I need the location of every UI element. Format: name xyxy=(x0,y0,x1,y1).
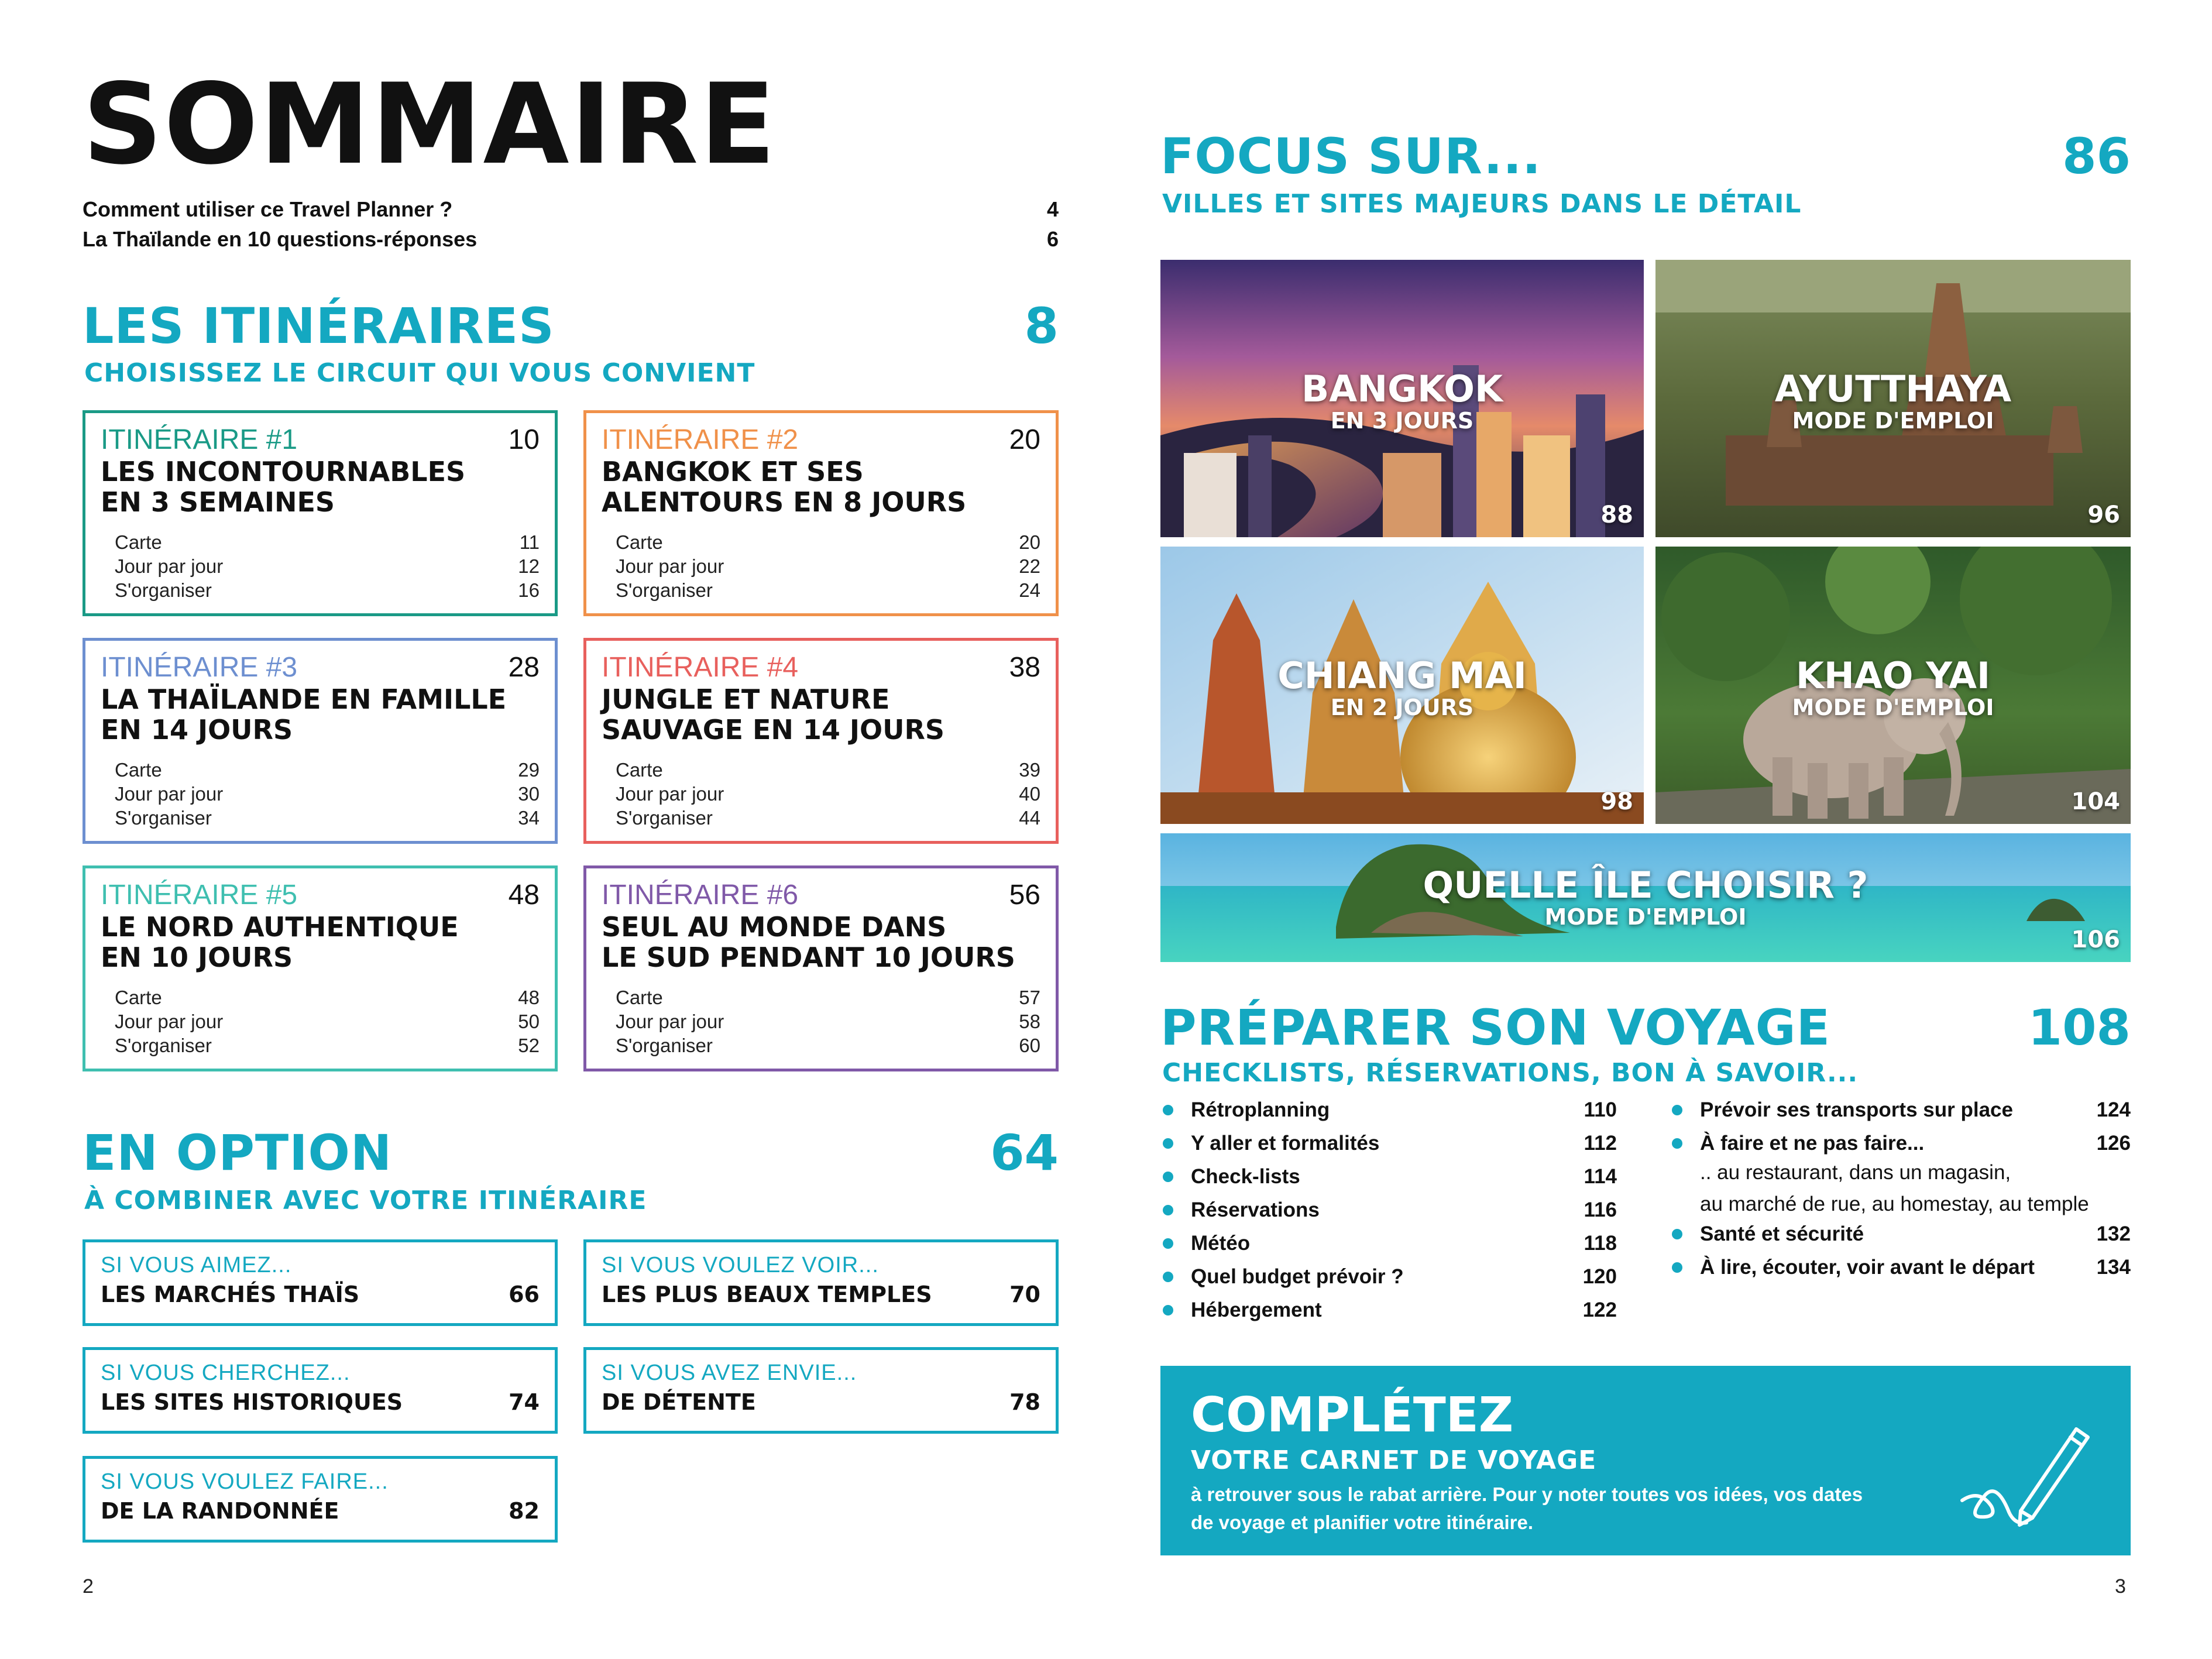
itinerary-sections xyxy=(115,530,540,602)
option-card[interactable] xyxy=(83,1239,558,1326)
intro-row[interactable] xyxy=(83,225,1059,254)
itinerary-title xyxy=(101,912,545,973)
itinerary-title xyxy=(101,684,545,745)
tile-title: AYUTTHAYA xyxy=(1774,367,2012,410)
itinerary-title-line: JUNGLE ET NATURE xyxy=(602,683,890,715)
itinerary-label: ITINÉRAIRE #5 xyxy=(101,880,298,911)
tile-iles[interactable] xyxy=(1160,833,2131,962)
checklist-item[interactable] xyxy=(1672,1221,2131,1248)
section-label: Jour par jour xyxy=(115,783,224,805)
checklist-label: Santé et sécurité xyxy=(1700,1222,1864,1245)
checklist-page: 126 xyxy=(2096,1132,2131,1155)
itinerary-card[interactable] xyxy=(83,410,558,616)
section-page: 58 xyxy=(1019,1011,1040,1032)
itinerary-title-line: EN 3 SEMAINES xyxy=(101,486,335,518)
tile-page: 106 xyxy=(2071,926,2120,953)
checklist-page: 134 xyxy=(2096,1256,2131,1279)
tile-title: KHAO YAI xyxy=(1795,654,1991,697)
itinerary-section-row[interactable] xyxy=(115,578,540,602)
checklist-page: 132 xyxy=(2096,1222,2131,1245)
checklist-item[interactable] xyxy=(1163,1097,1617,1124)
continuation-text: .. au restaurant, dans un magasin, xyxy=(1700,1161,2011,1184)
checklist-label: Y aller et formalités xyxy=(1191,1132,1380,1155)
section-label: Carte xyxy=(115,987,162,1008)
itinerary-section-row[interactable] xyxy=(616,806,1040,830)
itinerary-label: ITINÉRAIRE #3 xyxy=(101,652,298,683)
itinerary-title-line: LA THAÏLANDE EN FAMILLE xyxy=(101,683,507,715)
itinerary-title-line: BANGKOK ET SES xyxy=(602,456,864,487)
section-page: 29 xyxy=(518,759,540,781)
focus-subtitle: VILLES ET SITES MAJEURS DANS LE DÉTAIL xyxy=(1162,189,1802,219)
checklist-page: 114 xyxy=(1584,1165,1617,1188)
tile-khao-yai[interactable] xyxy=(1655,547,2131,824)
checklist-page: 112 xyxy=(1584,1132,1617,1155)
option-title: LES PLUS BEAUX TEMPLES xyxy=(602,1282,932,1307)
tile-title: BANGKOK xyxy=(1301,367,1503,410)
section-page: 30 xyxy=(518,783,540,805)
bullet-icon xyxy=(1672,1105,1682,1115)
itinerary-section-row[interactable] xyxy=(616,578,1040,602)
itinerary-card[interactable] xyxy=(83,865,558,1071)
itinerary-title-line: SEUL AU MONDE DANS xyxy=(602,911,947,943)
itinerary-page: 28 xyxy=(508,652,540,683)
options-page: 64 xyxy=(990,1124,1059,1181)
page-number-left: 2 xyxy=(83,1575,94,1598)
section-page: 16 xyxy=(518,579,540,601)
itinerary-title-line: EN 10 JOURS xyxy=(101,942,293,973)
itinerary-section-row[interactable] xyxy=(616,530,1040,554)
itinerary-section-row[interactable] xyxy=(115,758,540,782)
itineraires-title: LES ITINÉRAIRES xyxy=(83,297,555,355)
focus-title: FOCUS SUR... xyxy=(1160,128,1542,185)
pen-icon xyxy=(1956,1424,2097,1536)
option-label: SI VOUS VOULEZ VOIR... xyxy=(602,1253,879,1277)
itinerary-sections xyxy=(616,758,1040,830)
section-page: 22 xyxy=(1019,555,1040,577)
tile-title: QUELLE ÎLE CHOISIR ? xyxy=(1423,864,1868,906)
intro-label: La Thaïlande en 10 questions-réponses xyxy=(83,227,478,251)
tile-chiang-mai[interactable] xyxy=(1160,547,1644,824)
itinerary-card[interactable] xyxy=(583,865,1059,1071)
itinerary-page: 20 xyxy=(1009,424,1040,455)
section-label: S'organiser xyxy=(115,807,212,829)
section-label: S'organiser xyxy=(115,1035,212,1056)
itinerary-section-row[interactable] xyxy=(115,1009,540,1033)
itinerary-title-line: LE NORD AUTHENTIQUE xyxy=(101,911,459,943)
itinerary-label: ITINÉRAIRE #6 xyxy=(602,880,799,911)
checklist-page: 116 xyxy=(1584,1198,1617,1221)
continuation-text: au marché de rue, au homestay, au temple xyxy=(1700,1193,2089,1215)
checklist-item[interactable] xyxy=(1672,1097,2131,1124)
bullet-icon xyxy=(1163,1172,1173,1182)
itinerary-sections xyxy=(115,985,540,1057)
option-title: DE LA RANDONNÉE xyxy=(101,1498,339,1524)
itinerary-section-row[interactable] xyxy=(616,1033,1040,1057)
section-page: 24 xyxy=(1019,579,1040,601)
section-label: Carte xyxy=(616,987,663,1008)
checklist-label: Réservations xyxy=(1191,1198,1320,1221)
section-page: 44 xyxy=(1019,807,1040,829)
itinerary-card[interactable] xyxy=(583,410,1059,616)
cta-title: COMPLÉTEZ xyxy=(1191,1387,1514,1443)
checklist-label: Check-lists xyxy=(1191,1165,1300,1188)
option-title: DE DÉTENTE xyxy=(602,1389,756,1415)
checklist-item[interactable] xyxy=(1163,1197,1617,1224)
section-page: 48 xyxy=(518,987,540,1008)
checklist-item[interactable] xyxy=(1163,1297,1617,1324)
option-label: SI VOUS AIMEZ... xyxy=(101,1253,292,1277)
intro-row[interactable] xyxy=(83,195,1059,224)
itinerary-title-line: LE SUD PENDANT 10 JOURS xyxy=(602,942,1015,973)
itinerary-section-row[interactable] xyxy=(115,806,540,830)
checklist-item[interactable] xyxy=(1163,1163,1617,1190)
itinerary-section-row[interactable] xyxy=(616,985,1040,1009)
checklist-page: 110 xyxy=(1584,1098,1617,1121)
itinerary-section-row[interactable] xyxy=(115,554,540,578)
cta-subtitle: VOTRE CARNET DE VOYAGE xyxy=(1191,1445,1597,1475)
bullet-icon xyxy=(1163,1105,1173,1115)
itinerary-title-line: EN 14 JOURS xyxy=(101,714,293,746)
checklist-label: À faire et ne pas faire... xyxy=(1700,1132,1925,1155)
tile-page: 104 xyxy=(2071,788,2120,815)
section-page: 11 xyxy=(519,531,540,553)
tile-title: CHIANG MAI xyxy=(1277,654,1527,697)
option-card[interactable] xyxy=(583,1347,1059,1434)
tile-page: 88 xyxy=(1600,502,1633,528)
option-page: 66 xyxy=(509,1282,540,1307)
bullet-icon xyxy=(1163,1238,1173,1249)
checklist-label: Météo xyxy=(1191,1232,1251,1255)
checklist-label: À lire, écouter, voir avant le départ xyxy=(1700,1256,2035,1279)
itinerary-section-row[interactable] xyxy=(115,1033,540,1057)
section-page: 20 xyxy=(1019,531,1040,553)
itinerary-section-row[interactable] xyxy=(616,1009,1040,1033)
section-label: S'organiser xyxy=(616,579,713,601)
section-page: 12 xyxy=(518,555,540,577)
bullet-icon xyxy=(1163,1272,1173,1282)
itinerary-sections xyxy=(616,530,1040,602)
itineraires-subtitle: CHOISISSEZ LE CIRCUIT QUI VOUS CONVIENT xyxy=(84,358,755,388)
checklist-label: Quel budget prévoir ? xyxy=(1191,1265,1404,1288)
section-label: S'organiser xyxy=(616,807,713,829)
section-page: 40 xyxy=(1019,783,1040,805)
itinerary-label: ITINÉRAIRE #1 xyxy=(101,424,298,455)
intro-page: 4 xyxy=(1046,197,1059,221)
itinerary-card[interactable] xyxy=(583,638,1059,844)
tile-subtitle: MODE D'EMPLOI xyxy=(1792,408,1994,434)
option-page: 82 xyxy=(509,1498,540,1524)
tile-page: 96 xyxy=(2087,502,2120,528)
checklist-item[interactable] xyxy=(1672,1254,2131,1281)
section-label: Carte xyxy=(115,759,162,781)
checklist-item[interactable] xyxy=(1672,1130,2131,1157)
tile-subtitle: EN 2 JOURS xyxy=(1330,695,1474,720)
itinerary-title-line: LES INCONTOURNABLES xyxy=(101,456,466,487)
section-label: Jour par jour xyxy=(115,1011,224,1032)
focus-page: 86 xyxy=(2062,128,2131,185)
section-label: Jour par jour xyxy=(616,783,724,805)
itinerary-section-row[interactable] xyxy=(616,758,1040,782)
checklist-label: Prévoir ses transports sur place xyxy=(1700,1098,2013,1121)
itinerary-card[interactable] xyxy=(83,638,558,844)
section-page: 60 xyxy=(1019,1035,1040,1056)
preparer-page: 108 xyxy=(2028,999,2131,1056)
section-label: Jour par jour xyxy=(115,555,224,577)
itineraires-page: 8 xyxy=(1024,297,1059,355)
section-page: 52 xyxy=(518,1035,540,1056)
itinerary-section-row[interactable] xyxy=(115,530,540,554)
checklist-page: 124 xyxy=(2096,1098,2131,1121)
option-label: SI VOUS CHERCHEZ... xyxy=(101,1361,351,1385)
section-label: Jour par jour xyxy=(616,1011,724,1032)
section-label: Jour par jour xyxy=(616,555,724,577)
section-label: Carte xyxy=(115,531,162,553)
checklist-item[interactable] xyxy=(1163,1130,1617,1157)
itinerary-title xyxy=(101,456,545,517)
bullet-icon xyxy=(1163,1138,1173,1149)
option-card[interactable] xyxy=(83,1456,558,1543)
itinerary-page: 48 xyxy=(508,880,540,911)
itinerary-title xyxy=(602,912,1046,973)
option-label: SI VOUS AVEZ ENVIE... xyxy=(602,1361,857,1385)
option-card[interactable] xyxy=(583,1239,1059,1326)
checklist-item[interactable] xyxy=(1163,1263,1617,1290)
bullet-icon xyxy=(1163,1205,1173,1215)
section-label: S'organiser xyxy=(115,579,212,601)
checklist-page: 120 xyxy=(1582,1265,1617,1288)
intro-label: Comment utiliser ce Travel Planner ? xyxy=(83,197,453,221)
itinerary-title xyxy=(602,456,1046,517)
option-page: 70 xyxy=(1009,1282,1040,1307)
tile-subtitle: EN 3 JOURS xyxy=(1330,408,1474,434)
checklist-page: 122 xyxy=(1582,1299,1617,1321)
tile-subtitle: MODE D'EMPLOI xyxy=(1544,904,1747,930)
bullet-icon xyxy=(1672,1229,1682,1239)
itinerary-title-line: ALENTOURS EN 8 JOURS xyxy=(602,486,967,518)
itinerary-page: 38 xyxy=(1009,652,1040,683)
tile-bangkok[interactable] xyxy=(1160,260,1644,537)
carnet-banner[interactable] xyxy=(1160,1366,2131,1555)
page-number-right: 3 xyxy=(2115,1575,2126,1598)
itinerary-section-row[interactable] xyxy=(616,782,1040,806)
itinerary-section-row[interactable] xyxy=(115,782,540,806)
itinerary-section-row[interactable] xyxy=(616,554,1040,578)
option-title: LES SITES HISTORIQUES xyxy=(101,1389,403,1415)
options-title: EN OPTION xyxy=(83,1124,393,1181)
bullet-icon xyxy=(1163,1305,1173,1315)
itinerary-page: 56 xyxy=(1009,880,1040,911)
checklist-label: Hébergement xyxy=(1191,1299,1322,1321)
section-label: Carte xyxy=(616,759,663,781)
itinerary-sections xyxy=(115,758,540,830)
checklist-item[interactable] xyxy=(1163,1230,1617,1257)
preparer-title: PRÉPARER SON VOYAGE xyxy=(1160,999,1831,1056)
bullet-icon xyxy=(1672,1262,1682,1273)
tile-subtitle: MODE D'EMPLOI xyxy=(1792,695,1994,720)
checklist-page: 118 xyxy=(1584,1232,1617,1255)
intro-page: 6 xyxy=(1046,227,1059,251)
tile-ayutthaya[interactable] xyxy=(1655,260,2131,537)
section-page: 34 xyxy=(518,807,540,829)
itinerary-label: ITINÉRAIRE #4 xyxy=(602,652,799,683)
checklist-label: Rétroplanning xyxy=(1191,1098,1330,1121)
itinerary-page: 10 xyxy=(508,424,540,455)
option-title: LES MARCHÉS THAÏS xyxy=(101,1282,360,1307)
preparer-subtitle: CHECKLISTS, RÉSERVATIONS, BON À SAVOIR... xyxy=(1162,1058,1859,1088)
page-title: SOMMAIRE xyxy=(83,60,777,189)
itinerary-sections xyxy=(616,985,1040,1057)
section-page: 57 xyxy=(1019,987,1040,1008)
section-label: Carte xyxy=(616,531,663,553)
tile-page: 98 xyxy=(1600,788,1633,815)
itinerary-title xyxy=(602,684,1046,745)
section-page: 50 xyxy=(518,1011,540,1032)
itinerary-title-line: SAUVAGE EN 14 JOURS xyxy=(602,714,945,746)
options-subtitle: À COMBINER AVEC VOTRE ITINÉRAIRE xyxy=(84,1186,647,1215)
itinerary-section-row[interactable] xyxy=(115,985,540,1009)
cta-text: à retrouver sous le rabat arrière. Pour y noter toutes vos idées, vos dates de voyage et planifier votre itinéraire. xyxy=(1191,1483,1863,1533)
itinerary-label: ITINÉRAIRE #2 xyxy=(602,424,799,455)
option-card[interactable] xyxy=(83,1347,558,1434)
section-page: 39 xyxy=(1019,759,1040,781)
section-label: S'organiser xyxy=(616,1035,713,1056)
bullet-icon xyxy=(1672,1138,1682,1149)
option-label: SI VOUS VOULEZ FAIRE... xyxy=(101,1469,389,1494)
option-page: 74 xyxy=(509,1389,540,1415)
option-page: 78 xyxy=(1009,1389,1040,1415)
